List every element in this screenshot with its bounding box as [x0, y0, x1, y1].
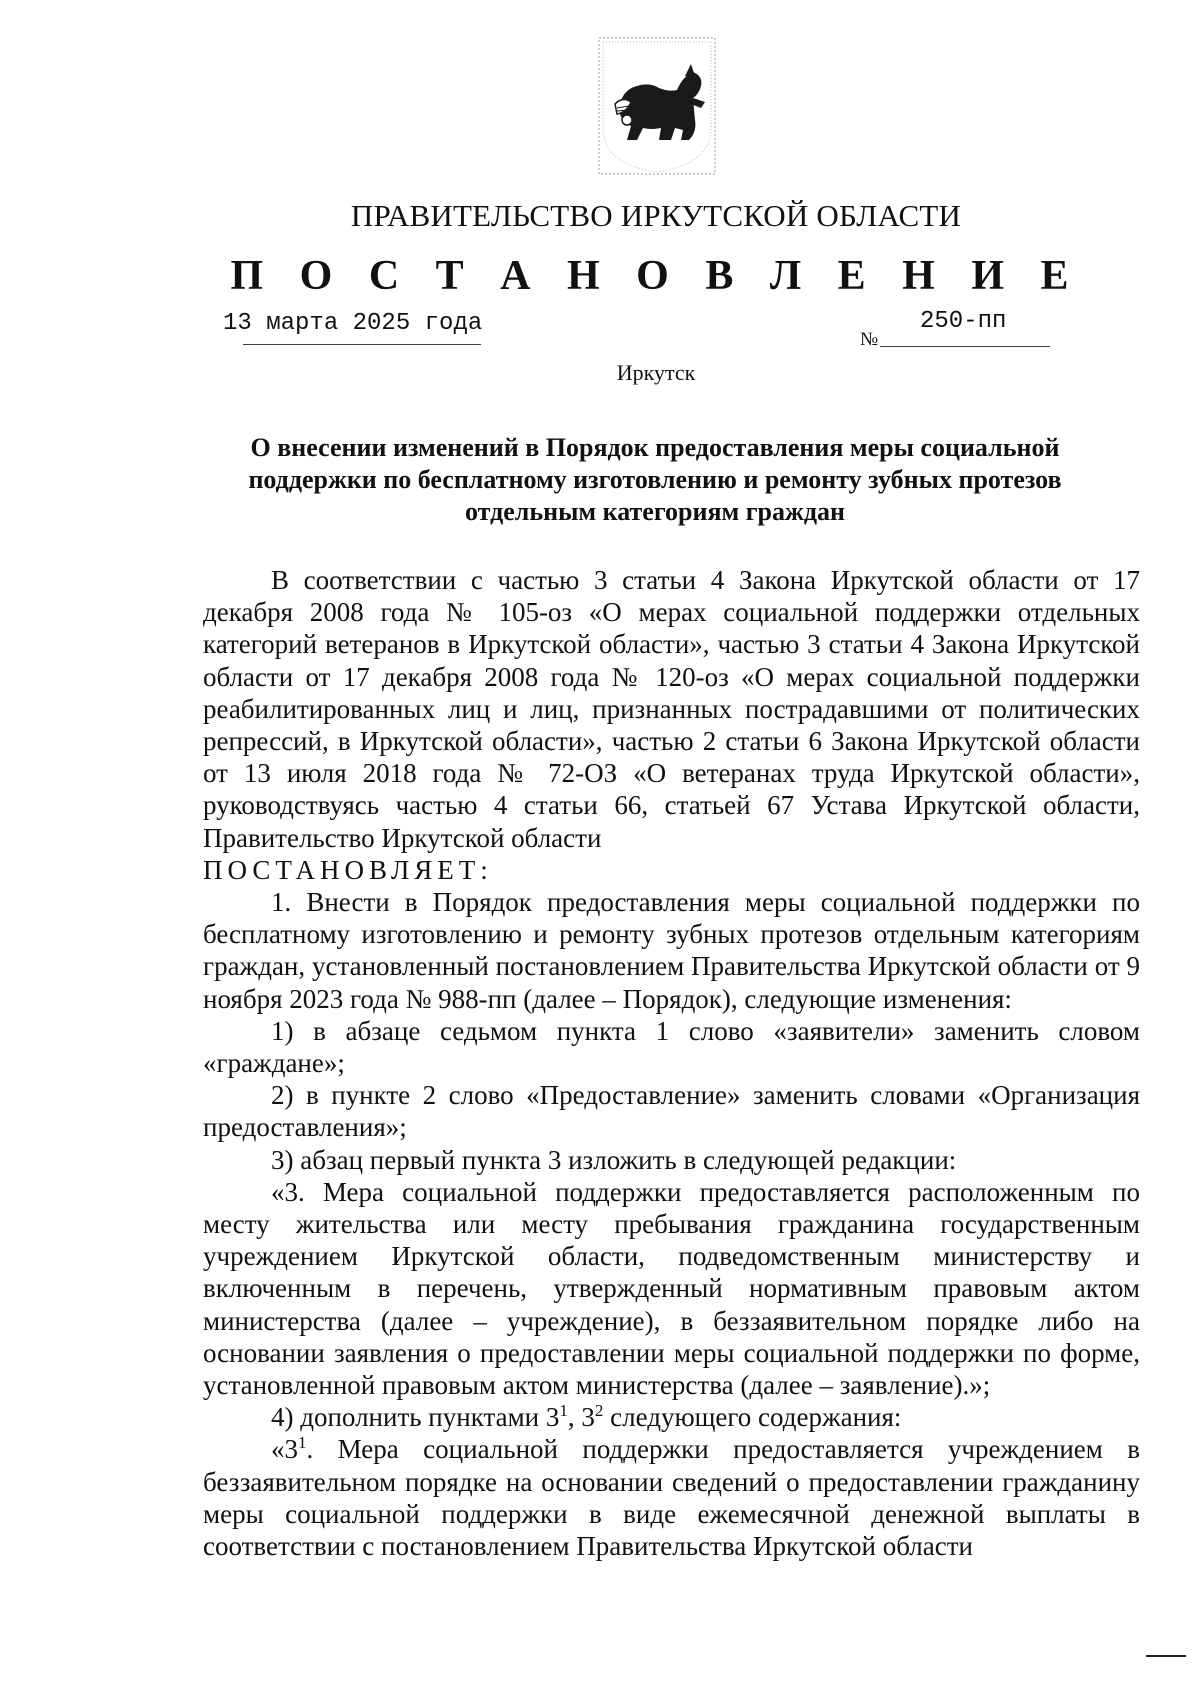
item-1-4-text-b: , 3: [567, 1402, 595, 1433]
city-name: Иркутск: [616, 360, 696, 385]
item-1-4-paragraph: [203, 1401, 1140, 1433]
item-1-3-quoted-text: «3. Мера социальной поддержки предоставляется расположенным по месту жительства или месту пребывания гражданина государственным учреждением Иркутской области, подведомственным министерству и включенным в перечень, утвержденный нормативным правовым актом министерства (далее – учреждение), в беззаявительном порядке либо на основании заявления о предоставлении меры социальной поддержки по форме, установленной правовым актом министерства (далее – заявление).»;: [203, 1176, 1140, 1401]
document-date: 13 марта 2025 года: [223, 310, 483, 337]
government-title: ПРАВИТЕЛЬСТВО ИРКУТСКОЙ ОБЛАСТИ: [350, 198, 962, 233]
item-1-4-quote-text: . Мера социальной поддержки предоставляется учреждением в беззаявительном порядке на основании сведений о предоставлении гражданину меры социальной поддержки в виде ежемесячной денежной выплаты в соответствии с постановлением Правительства Иркутской области: [203, 1434, 1140, 1562]
document-subject: О внесении изменений в Порядок предоставления меры социальной поддержки по бесплатному изготовлению и ремонту зубных протезов отдельным категориям граждан: [248, 433, 1062, 526]
item-1-4-text-c: следующего содержания:: [603, 1402, 902, 1433]
page-edge-mark: [1146, 1655, 1186, 1657]
item-1-4-superscript-2: 2: [594, 1401, 604, 1421]
item-1-4-text-a: 4) дополнить пунктами 3: [271, 1402, 560, 1433]
number-sign: №: [860, 329, 879, 350]
item-1-2-paragraph: 2) в пункте 2 слово «Предоставление» заменить словами «Организация предоставления»;: [203, 1080, 1140, 1143]
item-1-4-superscript-1: 1: [559, 1401, 568, 1421]
item-1-paragraph: 1. Внести в Порядок предоставления меры социальной поддержки по бесплатному изготовлению и ремонту зубных протезов отдельным категориям граждан, установленный постановлением Правительства Иркутской области от 9 ноября 2023 года № 988-пп (далее – Порядок), следующие изменения:: [203, 887, 1140, 1014]
preamble-paragraph: В соответствии с частью 3 статьи 4 Закона Иркутской области от 17 декабря 2008 года № 105-оз «О мерах социальной поддержки отдельных категорий ветеранов в Иркутской области», частью 3 статьи 4 Закона Иркутской области от 17 декабря 2008 года № 120-оз «О мерах социальной поддержки реабилитированных лиц и лиц, признанных пострадавшими от политических репрессий, в Иркутской области», частью 2 статьи 6 Закона Иркутской области от 13 июля 2018 года № 72-ОЗ «О ветеранах труда Иркутской области», руководствуясь частью 4 статьи 66, статьей 67 Устава Иркутской области, Правительство Иркутской области: [203, 565, 1140, 853]
coat-of-arms-emblem: [597, 36, 717, 176]
resolves-word: ПОСТАНОВЛЯЕТ:: [203, 854, 493, 885]
number-underline: [880, 346, 1050, 347]
document-number: 250-пп: [920, 308, 1007, 335]
date-underline: [243, 344, 481, 345]
item-1-3-paragraph: 3) абзац первый пункта 3 изложить в следующей редакции:: [271, 1144, 957, 1175]
item-1-4-quoted-text: [203, 1433, 1140, 1562]
document-type-heading: П О С Т А Н О В Л Е Н И Е: [230, 253, 1082, 299]
item-1-4-quote-superscript: 1: [298, 1433, 307, 1453]
item-1-4-quote-prefix: «3: [271, 1434, 298, 1465]
item-1-1-paragraph: 1) в абзаце седьмом пункта 1 слово «заявители» заменить словом «граждане»;: [203, 1015, 1140, 1079]
document-body: [203, 564, 1140, 1562]
